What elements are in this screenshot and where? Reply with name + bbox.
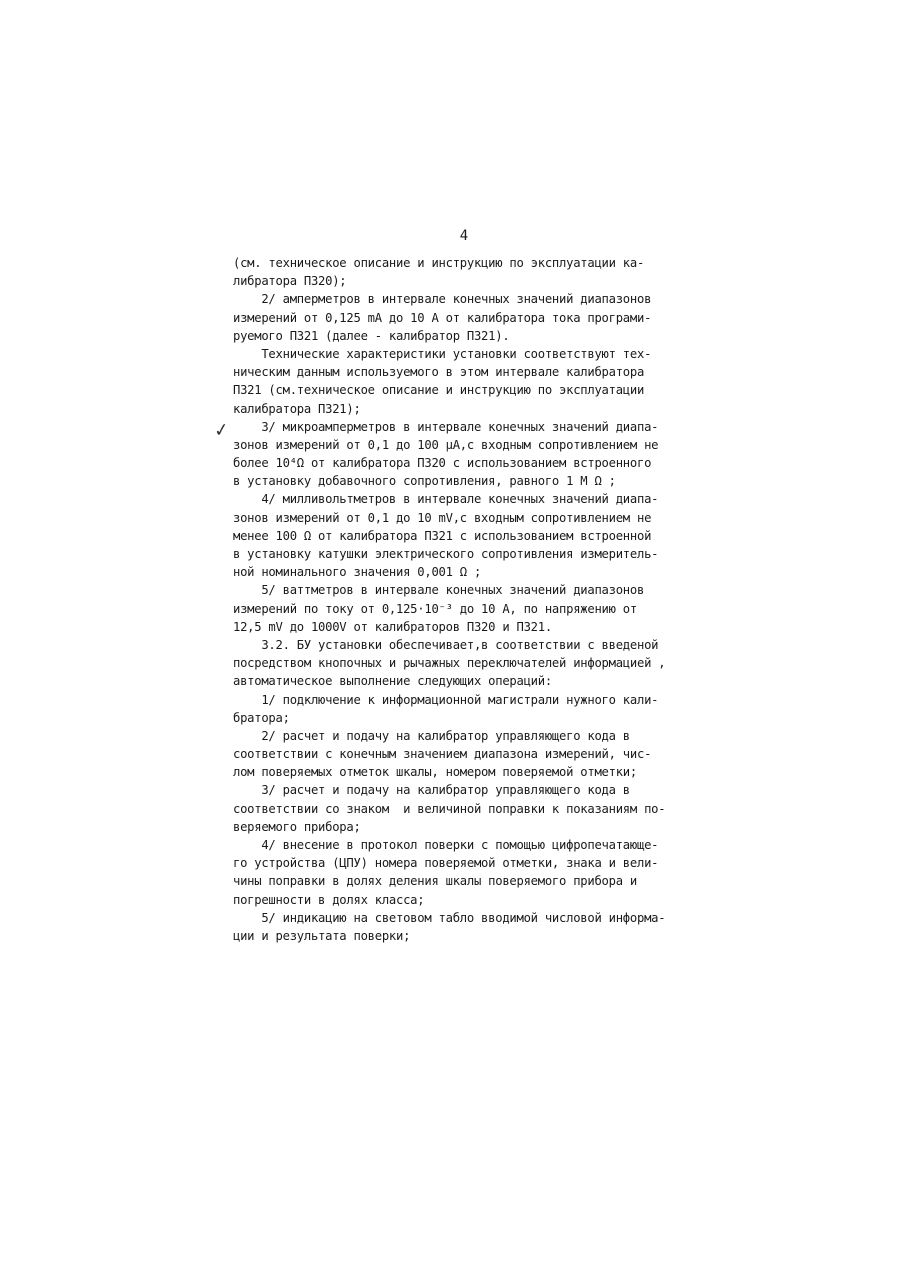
text-line: веряемого прибора;: [233, 819, 361, 834]
document-body: [233, 254, 685, 945]
text-line: ции и результата поверки;: [233, 928, 411, 943]
text-line: П321 (см.техническое описание и инструкцию по эксплуатации: [233, 383, 645, 398]
text-line: 3/ микроамперметров в интервале конечных значений диапа-: [233, 419, 659, 434]
text-line: соответствии со знаком и величиной поправки к показаниям по-: [233, 801, 666, 816]
text-line: погрешности в долях класса;: [233, 892, 425, 907]
text-line: 5/ ваттметров в интервале конечных значений диапазонов: [233, 583, 645, 598]
text-line: 2/ амперметров в интервале конечных значений диапазонов: [233, 292, 652, 307]
text-line: либратора П320);: [233, 274, 347, 289]
text-line: соответствии с конечным значением диапазона измерений, чис-: [233, 747, 652, 762]
text-line: измерений по току от 0,125·10⁻³ до 10 A, по напряжению от: [233, 601, 637, 616]
text-line: го устройства (ЦПУ) номера поверяемой отметки, знака и вели-: [233, 856, 659, 871]
text-line: 1/ подключение к информационной магистрали нужного кали-: [233, 692, 659, 707]
text-line: автоматическое выполнение следующих операций:: [233, 674, 552, 689]
text-line: 12,5 mV до 1000V от калибраторов П320 и П321.: [233, 619, 552, 634]
text-line: более 10⁴Ω от калибратора П320 с использованием встроенного: [233, 456, 652, 471]
text-line: 4/ милливольтметров в интервале конечных значений диапа-: [233, 492, 659, 507]
text-line: ной номинального значения 0,001 Ω ;: [233, 565, 482, 580]
page-number: 4: [459, 228, 469, 244]
text-line: лом поверяемых отметок шкалы, номером поверяемой отметки;: [233, 765, 637, 780]
text-line: 5/ индикацию на световом табло вводимой числовой информа-: [233, 910, 666, 925]
text-line: ническим данным используемого в этом интервале калибратора: [233, 365, 645, 380]
text-line: посредством кнопочных и рычажных переключателей информацией ,: [233, 656, 666, 671]
text-line: руемого П321 (далее - калибратор П321).: [233, 328, 510, 343]
text-line: (см. техническое описание и инструкцию по эксплуатации ка-: [233, 256, 645, 270]
text-line: 3.2. БУ установки обеспечивает,в соответствии с введеной: [233, 637, 659, 652]
text-line: 3/ расчет и подачу на калибратор управляющего кода в: [233, 783, 630, 798]
text-line: чины поправки в долях деления шкалы поверяемого прибора и: [233, 874, 637, 889]
text-line: Технические характеристики установки соответствуют тех-: [233, 346, 652, 361]
text-line: 2/ расчет и подачу на калибратор управляющего кода в: [233, 728, 630, 743]
text-line: в установку добавочного сопротивления, равного 1 M Ω ;: [233, 474, 616, 489]
text-line: менее 100 Ω от калибратора П321 с использованием встроенной: [233, 528, 652, 543]
text-line: зонов измерений от 0,1 до 10 mV,с входным сопротивлением не: [233, 510, 652, 525]
text-line: братора;: [233, 710, 290, 725]
text-line: калибратора П321);: [233, 401, 361, 416]
text-line: 4/ внесение в протокол поверки с помощью цифропечатающе-: [233, 838, 659, 852]
text-line: измерений от 0,125 mA до 10 A от калибратора тока програми-: [233, 310, 652, 325]
text-line: зонов измерений от 0,1 до 100 μA,с входным сопротивлением не: [233, 437, 659, 452]
handwritten-check-mark: ✓: [212, 419, 231, 442]
text-line: в установку катушки электрического сопротивления измеритель-: [233, 547, 659, 561]
